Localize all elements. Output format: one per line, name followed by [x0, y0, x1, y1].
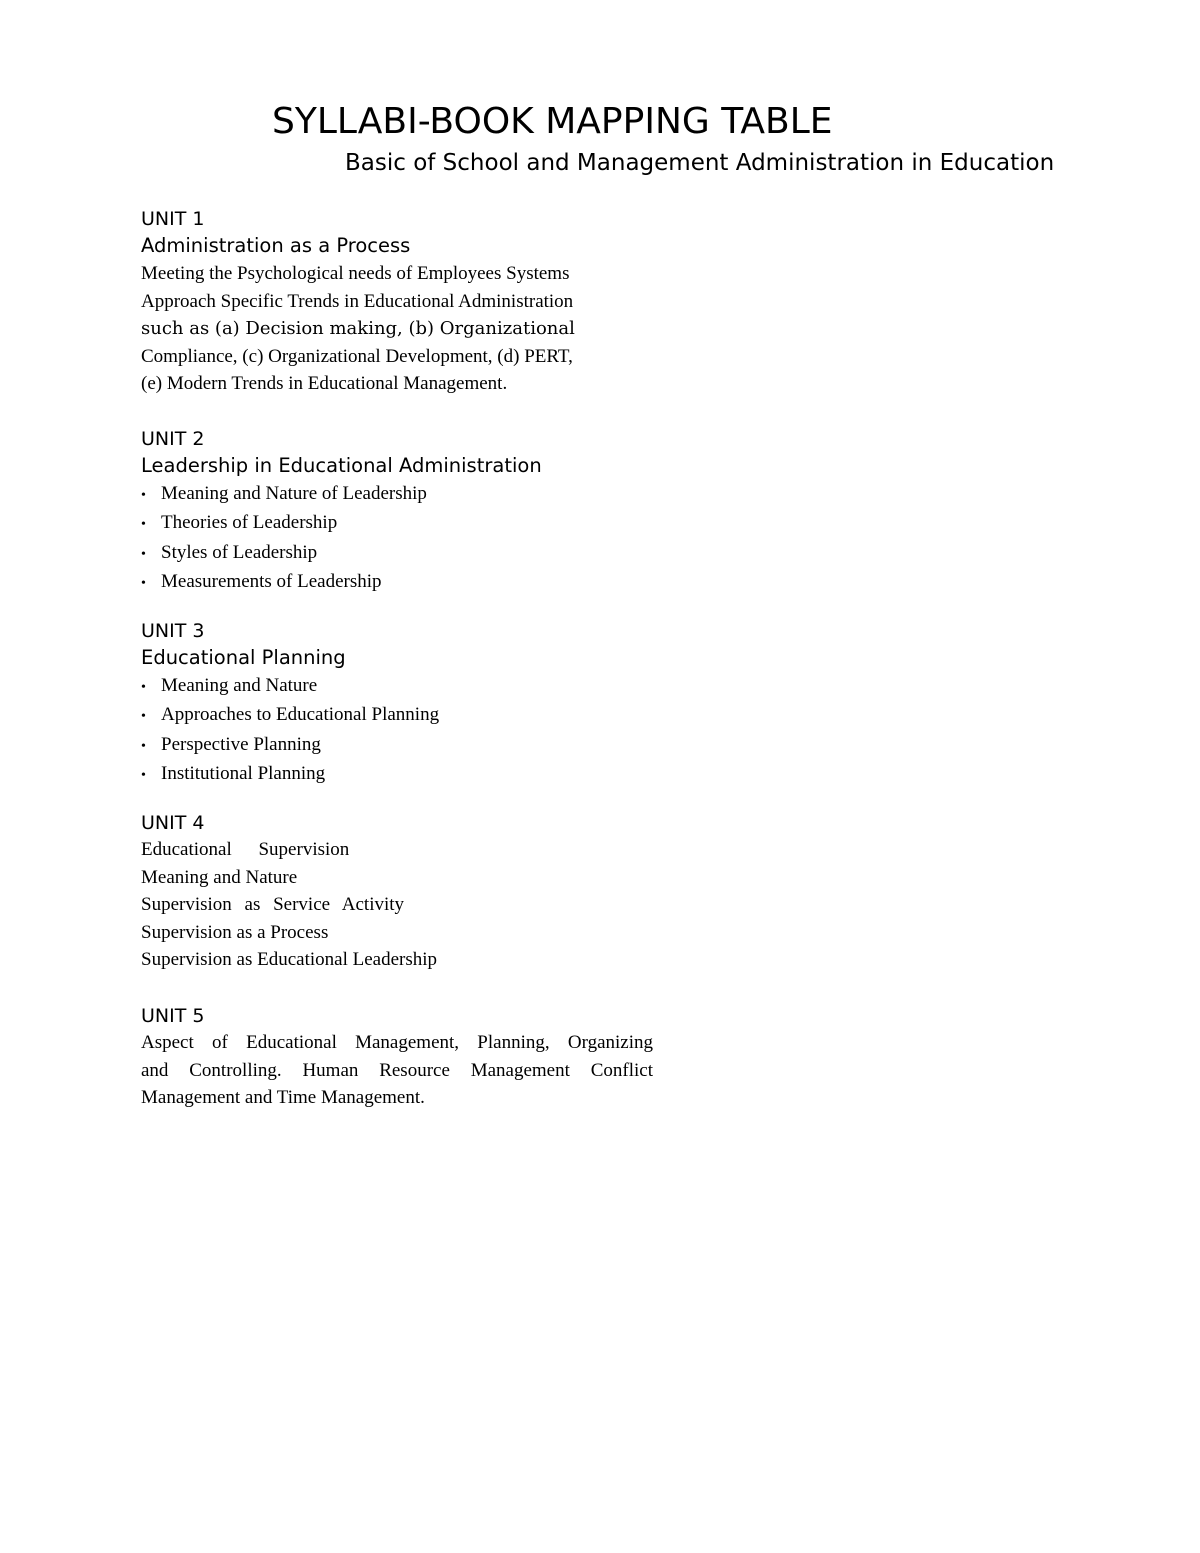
bullet-icon: • — [141, 738, 146, 754]
bullet-icon: • — [141, 768, 146, 784]
unit-text-line: Educational Supervision — [141, 839, 350, 860]
unit-label: UNIT 2 — [141, 428, 205, 450]
unit-5-section — [141, 1003, 661, 1112]
list-item-text: Theories of Leadership — [161, 512, 338, 534]
list-item-text: Measurements of Leadership — [161, 571, 382, 593]
list-item — [141, 568, 661, 597]
page-subtitle: Basic of School and Management Administration in Education — [345, 150, 1055, 176]
unit-text-line: Supervision as a Process — [141, 921, 329, 943]
list-item-text: Meaning and Nature — [161, 675, 318, 696]
unit-text-line: (e) Modern Trends in Educational Management. — [141, 373, 508, 395]
unit-text-line: such as (a) Decision making, (b) Organizational — [141, 318, 575, 340]
unit-heading: Educational Planning — [141, 646, 346, 669]
bullet-icon: • — [141, 546, 146, 562]
topic-list — [141, 672, 661, 790]
list-item — [141, 731, 661, 760]
list-item — [141, 760, 661, 789]
unit-label: UNIT 5 — [141, 1005, 205, 1027]
bullet-icon: • — [141, 517, 146, 533]
unit-text-line: Meaning and Nature — [141, 866, 298, 888]
unit-text-line: Meeting the Psychological needs of Employees Systems — [141, 263, 570, 284]
unit-4-section — [141, 810, 661, 974]
bullet-icon: • — [141, 680, 146, 695]
list-item-text: Meaning and Nature of Leadership — [161, 483, 427, 504]
list-item-text: Institutional Planning — [161, 763, 326, 785]
unit-text-line: Compliance, (c) Organizational Development, (d) PERT, — [141, 345, 573, 367]
unit-label: UNIT 4 — [141, 812, 205, 834]
unit-heading: Leadership in Educational Administration — [141, 454, 542, 477]
unit-1-section — [141, 206, 661, 398]
unit-heading: Administration as a Process — [141, 234, 411, 257]
topic-list — [141, 480, 661, 598]
unit-3-section — [141, 618, 661, 790]
unit-2-section — [141, 426, 661, 598]
unit-text-line: and Controlling. Human Resource Management Conflict — [141, 1059, 653, 1081]
list-item — [141, 701, 661, 730]
unit-text-line: Supervision as Educational Leadership — [141, 949, 438, 971]
bullet-icon: • — [141, 709, 146, 725]
page-title: SYLLABI-BOOK MAPPING TABLE — [272, 101, 833, 142]
unit-label: UNIT 1 — [141, 208, 205, 230]
list-item — [141, 480, 661, 509]
list-item-text: Perspective Planning — [161, 733, 321, 755]
unit-text-line: Approach Specific Trends in Educational Administration — [141, 290, 574, 312]
unit-text-line: Supervision as Service Activity — [141, 894, 405, 916]
unit-text-line: Management and Time Management. — [141, 1087, 425, 1109]
bullet-icon: • — [141, 488, 146, 503]
list-item-text: Styles of Leadership — [161, 541, 318, 563]
list-item — [141, 672, 661, 701]
list-item — [141, 539, 661, 568]
list-item-text: Approaches to Educational Planning — [161, 704, 440, 726]
unit-text-line: Aspect of Educational Management, Planning, Organizing — [141, 1032, 653, 1053]
unit-label: UNIT 3 — [141, 620, 205, 642]
list-item — [141, 509, 661, 538]
bullet-icon: • — [141, 576, 146, 592]
